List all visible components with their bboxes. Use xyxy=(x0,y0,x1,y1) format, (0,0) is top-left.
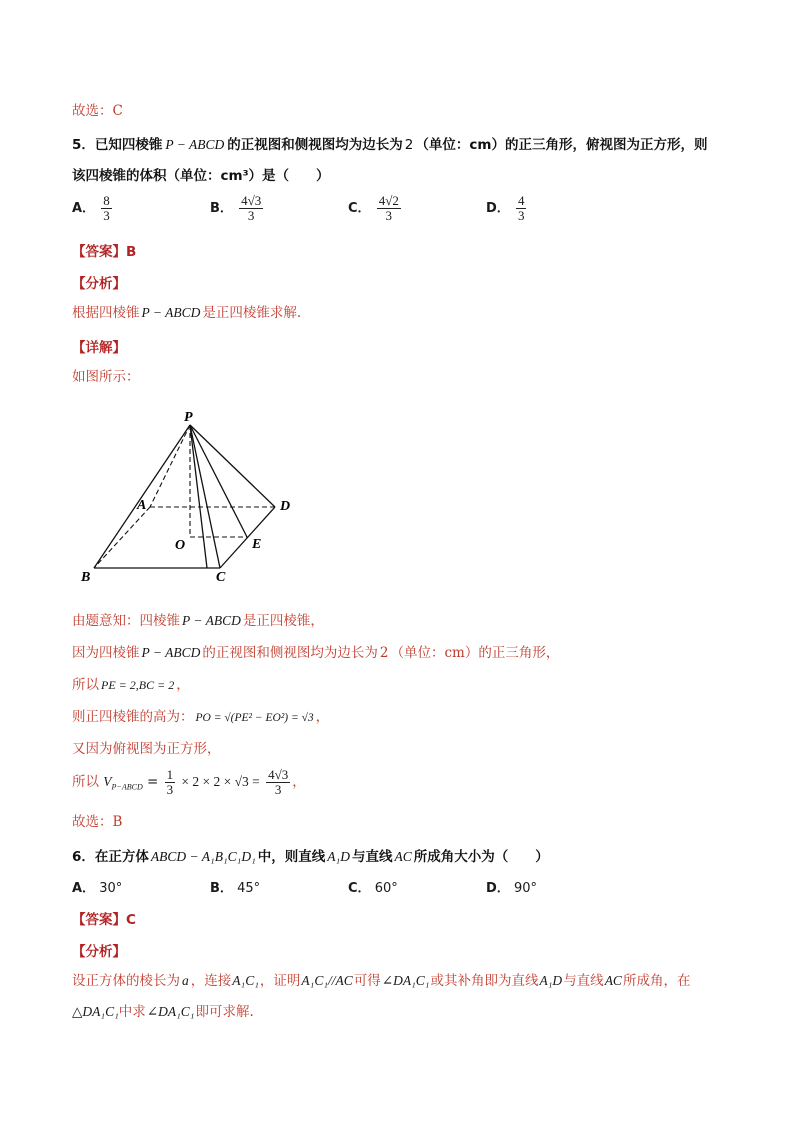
text: 或其补角即为直线 xyxy=(430,973,539,989)
text: ，证明 xyxy=(259,973,301,989)
edge-pa xyxy=(150,425,190,507)
text: 是正四棱锥， xyxy=(242,613,324,629)
fraction-denominator: 3 xyxy=(247,208,255,223)
q5-text: （单位：cm）的正三角形，俯视图为正方形，则 xyxy=(415,137,708,153)
option-value: 30° xyxy=(99,881,123,896)
label-o: O xyxy=(175,538,186,553)
question-5-line1 xyxy=(72,133,707,153)
q5-analysis-tag xyxy=(72,272,126,292)
fraction-denominator: 3 xyxy=(166,782,174,797)
text: 即可求解. xyxy=(195,1004,254,1020)
option-letter: A． xyxy=(72,881,96,896)
text: ， xyxy=(176,677,190,693)
q6-option-b[interactable] xyxy=(210,877,260,896)
q6-text: 在正方体 xyxy=(94,849,149,865)
math-pabcd: P − ABCD xyxy=(141,305,201,320)
label-d: D xyxy=(280,499,291,514)
fraction-numerator: 4√3 xyxy=(241,193,262,208)
text: （单位：cm）的正三角形， xyxy=(390,645,560,661)
text: 设正方体的棱长为 xyxy=(72,973,180,989)
answer-choice-line xyxy=(72,102,123,120)
fraction-one-third xyxy=(165,768,176,797)
choice-c-text: 故选：C xyxy=(72,103,123,119)
pyramid-figure xyxy=(80,405,300,585)
solution-line-5 xyxy=(72,740,221,758)
fraction-numerator: 1 xyxy=(166,767,174,782)
label-b: B xyxy=(81,570,91,585)
q5-as-shown xyxy=(72,368,140,386)
fraction-denominator: 3 xyxy=(517,208,525,223)
math-expr: × 2 × 2 × √3 = xyxy=(181,774,260,789)
q6-text: 所成角大小为（ ） xyxy=(413,849,549,865)
analysis-tag: 【分析】 xyxy=(72,276,126,292)
q6-answer xyxy=(72,908,136,928)
math-subscript: P−ABCD xyxy=(111,782,143,792)
text: 是正四棱锥求解. xyxy=(202,305,302,321)
q5-analysis-line xyxy=(72,304,301,322)
option-value: 60° xyxy=(374,881,398,896)
option-letter: B． xyxy=(210,201,233,216)
option-letter: D． xyxy=(486,881,510,896)
edge-ab xyxy=(94,507,150,568)
q5-option-d[interactable] xyxy=(486,194,528,223)
detail-tag: 【详解】 xyxy=(72,340,126,356)
option-value: 90° xyxy=(513,881,537,896)
solution-line-2 xyxy=(72,644,559,662)
answer-text: 【答案】C xyxy=(72,912,136,928)
q5-answer xyxy=(72,240,136,260)
question-number: 5． xyxy=(72,137,95,153)
option-letter: C． xyxy=(348,201,371,216)
math-a1d: A₁D xyxy=(327,849,350,864)
math-expr: PO = √(PE² − EO²) = √3 xyxy=(195,712,314,724)
label-e: E xyxy=(252,537,262,552)
option-letter: D． xyxy=(486,201,510,216)
math: A₁C₁ xyxy=(232,973,259,988)
option-fraction xyxy=(516,194,527,223)
q6-analysis-line-2 xyxy=(72,1003,254,1021)
edge-pd xyxy=(190,425,275,507)
q5-option-a[interactable] xyxy=(72,194,114,223)
math: ∠DA₁C₁ xyxy=(146,1004,195,1019)
q5-text: 的正视图和侧视图均为边长为 xyxy=(227,137,403,153)
question-number: 6． xyxy=(72,849,95,865)
option-fraction xyxy=(239,194,263,223)
text: 所以 xyxy=(72,677,99,693)
q5-text: 该四棱锥的体积（单位：cm³）是（ ） xyxy=(72,168,330,184)
q6-text: 与直线 xyxy=(352,849,393,865)
text: 故选：B xyxy=(72,814,123,830)
fraction-denominator: 3 xyxy=(385,208,392,223)
solution-line-6: 所以 $V_{P-ABCD}$ = $\frac{1}{3}$ × 2 × 2 × √3 = $\frac{4√3}{3}$ ， xyxy=(72,767,306,797)
text: 与直线 xyxy=(563,973,604,989)
option-fraction xyxy=(101,194,112,223)
label-p: P xyxy=(184,410,193,425)
text: 所以 xyxy=(72,774,99,790)
solution-line-3 xyxy=(72,676,190,694)
text: ，连接 xyxy=(190,973,232,989)
math: △DA₁C₁ xyxy=(72,1004,119,1019)
text: 中求 xyxy=(118,1004,146,1020)
option-value: 45° xyxy=(237,881,261,896)
label-a: A xyxy=(137,498,147,513)
fraction-denominator: 3 xyxy=(274,782,282,797)
math-pabcd: P − ABCD xyxy=(165,137,225,152)
math: A₁C₁//AC xyxy=(301,973,353,988)
fraction-numerator: 4√3 xyxy=(268,767,289,782)
q6-text: 中，则直线 xyxy=(257,849,326,865)
q5-option-b[interactable] xyxy=(210,194,265,223)
math-pabcd: P − ABCD xyxy=(141,645,201,660)
text: 因为四棱锥 xyxy=(72,645,140,661)
answer-text: 【答案】B xyxy=(72,244,137,260)
option-letter: A． xyxy=(72,201,96,216)
text: 可得 xyxy=(353,973,381,989)
fraction-denominator: 3 xyxy=(103,208,110,223)
math: ∠DA₁C₁ xyxy=(381,973,430,988)
math-ac: AC xyxy=(394,849,412,864)
solution-line-4 xyxy=(72,708,329,727)
text: 由题意知：四棱锥 xyxy=(72,613,180,629)
q5-two: 2 xyxy=(404,137,414,153)
fraction-numerator: 4 xyxy=(517,193,525,208)
math: a xyxy=(182,973,189,988)
option-fraction xyxy=(377,194,401,223)
question-5-line2 xyxy=(72,164,329,184)
question-6-line1 xyxy=(72,845,549,865)
math: AC xyxy=(604,973,622,988)
math-cube: ABCD − A₁B₁C₁D₁ xyxy=(150,849,256,864)
math: A₁D xyxy=(539,973,563,988)
math-pabcd: P − ABCD xyxy=(182,613,241,628)
edge-pe xyxy=(190,425,247,537)
edge-cd xyxy=(220,507,275,568)
solution-line-1 xyxy=(72,612,324,630)
q6-analysis-tag xyxy=(72,940,126,960)
math-expr: PE = 2,BC = 2 xyxy=(101,678,175,692)
text: 根据四棱锥 xyxy=(72,305,140,321)
q6-option-a[interactable] xyxy=(72,877,122,896)
text: 则正四棱锥的高为： xyxy=(72,709,194,725)
text: ， xyxy=(292,774,306,790)
q5-option-c[interactable] xyxy=(348,194,403,223)
fraction-numerator: 4√2 xyxy=(378,193,399,208)
answer-choice-b xyxy=(72,813,122,831)
fraction-result xyxy=(266,768,290,797)
math-v: V xyxy=(103,774,112,789)
fraction-numerator: 8 xyxy=(103,193,110,208)
text: ， xyxy=(315,709,330,725)
q5-text: 已知四棱锥 xyxy=(94,137,163,153)
analysis-tag: 【分析】 xyxy=(72,944,126,960)
text: 所成角，在 xyxy=(622,973,691,989)
q6-option-d[interactable] xyxy=(486,877,537,896)
q5-detail-tag xyxy=(72,336,126,356)
value-two: 2 xyxy=(379,645,389,661)
text: 的正视图和侧视图均为边长为 xyxy=(202,645,378,661)
text: 如图所示： xyxy=(72,369,140,385)
option-letter: B． xyxy=(210,881,233,896)
q6-option-c[interactable] xyxy=(348,877,398,896)
text: 又因为俯视图为正方形， xyxy=(72,741,221,757)
option-letter: C． xyxy=(348,881,371,896)
q6-analysis-line-1 xyxy=(72,972,690,990)
label-c: C xyxy=(216,570,226,585)
